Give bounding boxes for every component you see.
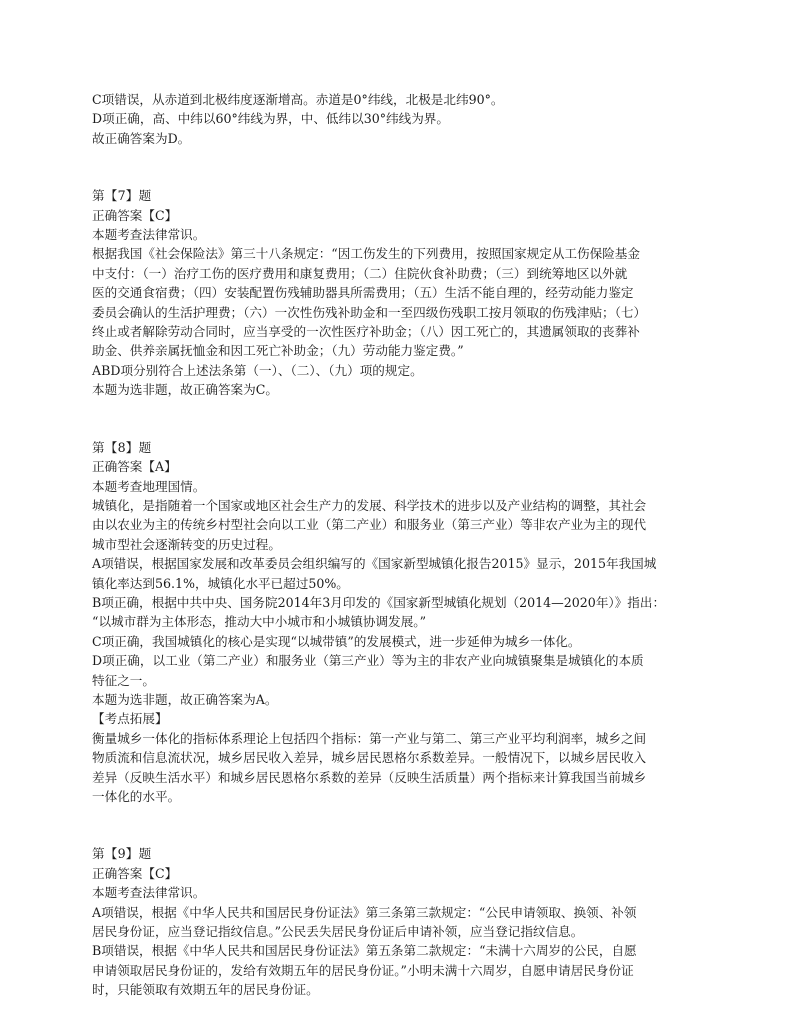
question-7-heading: 第【7】题 xyxy=(92,188,152,204)
intro-conclusion: 故正确答案为D。 xyxy=(92,130,191,146)
question-9-line: A项错误，根据《中华人民共和国居民身份证法》第三条第三款规定：“公民申请领取、换领、补领 xyxy=(92,904,637,920)
question-7-line: 委员会确认的生活护理费；（六）一次性伤残补助金和一至四级伤残职工按月领取的伤残津贴；（七） xyxy=(92,304,647,320)
question-8-line: “以城市群为主体形态，推动大中小城市和小城镇协调发展。” xyxy=(92,614,427,630)
question-8-line: 衡量城乡一体化的指标体系理论上包括四个指标：第一产业与第二、第三产业平均利润率，城乡之间 xyxy=(92,730,647,746)
question-8-topic: 本题考查地理国情。 xyxy=(92,478,206,494)
question-8-line: 镇化率达到56.1%，城镇化水平已超过50%。 xyxy=(92,575,349,591)
question-9-heading: 第【9】题 xyxy=(92,846,152,862)
question-8-expansion-heading: 【考点拓展】 xyxy=(92,711,168,727)
question-8-line: 城市型社会逐渐转变的历史过程。 xyxy=(92,536,281,552)
question-9-line: B项错误，根据《中华人民共和国居民身份证法》第五条第二款规定：“未满十六周岁的公民，自愿 xyxy=(92,943,637,959)
question-8-line: B项正确，根据中共中央、国务院2014年3月印发的《国家新型城镇化规划（2014—2020年）》指出： xyxy=(92,594,666,610)
option-c-explanation: C项错误，从赤道到北极纬度逐渐增高。赤道是0°纬线，北极是北纬90°。 xyxy=(92,92,504,107)
question-8-heading: 第【8】题 xyxy=(92,439,152,455)
section-spacer xyxy=(92,806,722,844)
question-9-topic: 本题考查法律常识。 xyxy=(92,885,206,901)
question-7-topic: 本题考查法律常识。 xyxy=(92,227,206,243)
question-8-line: A项错误，根据国家发展和改革委员会组织编写的《国家新型城镇化报告2015》显示，2015年我国城 xyxy=(92,556,657,572)
question-8-line: 由以农业为主的传统乡村型社会向以工业（第二产业）和服务业（第三产业）等非农产业为主的现代 xyxy=(92,517,647,533)
question-8-line: C项正确，我国城镇化的核心是实现“以城带镇”的发展模式，进一步延伸为城乡一体化。 xyxy=(92,633,581,649)
question-7-answer: 正确答案【C】 xyxy=(92,207,178,223)
question-8-line: D项正确，以工业（第二产业）和服务业（第三产业）等为主的非农产业向城镇聚集是城镇化的本质 xyxy=(92,653,644,669)
intro-section xyxy=(92,90,722,148)
question-9-line: 时，只能领取有效期五年的居民身份证。 xyxy=(92,982,319,998)
question-8-line: 特征之一。 xyxy=(92,672,155,688)
section-spacer xyxy=(92,148,722,186)
question-8-line: 差异（反映生活水平）和城乡居民恩格尔系数的差异（反映生活质量）两个指标来计算我国当前城乡 xyxy=(92,769,647,785)
question-9-line: 居民身份证，应当登记指纹信息。”公民丢失居民身份证后申请补领，应当登记指纹信息。 xyxy=(92,924,584,940)
question-8-line: 一体化的水平。 xyxy=(92,789,181,804)
question-8-answer: 正确答案【A】 xyxy=(92,459,177,475)
document-page xyxy=(92,90,722,1000)
question-8-line: 本题为选非题，故正确答案为A。 xyxy=(92,691,278,707)
question-7-line: 根据我国《社会保险法》第三十八条规定：“因工伤发生的下列费用，按照国家规定从工伤保险基金 xyxy=(92,246,640,262)
question-7-line: 本题为选非题，故正确答案为C。 xyxy=(92,382,278,398)
question-7-line: 医的交通食宿费；（四）安装配置伤残辅助器具所需费用；（五）生活不能自理的，经劳动能力鉴定 xyxy=(92,285,634,301)
question-9-section xyxy=(92,844,722,999)
question-9-answer: 正确答案【C】 xyxy=(92,865,178,881)
question-8-line: 物质流和信息流状况，城乡居民收入差异，城乡居民恩格尔系数差异。一般情况下，以城乡居民收入 xyxy=(92,750,647,766)
question-7-line: ABD项分别符合上述法条第（一）、（二）、（九）项的规定。 xyxy=(92,362,423,378)
question-8-section xyxy=(92,438,722,807)
question-7-line: 终止或者解除劳动合同时，应当享受的一次性医疗补助金；（八）因工死亡的，其遗属领取的丧葬补 xyxy=(92,324,640,340)
question-8-line: 城镇化，是指随着一个国家或地区社会生产力的发展、科学技术的进步以及产业结构的调整，其社会 xyxy=(92,497,647,513)
question-7-line: 助金、供养亲属抚恤金和因工死亡补助金；（九）劳动能力鉴定费。” xyxy=(92,343,464,359)
question-9-line: 申请领取居民身份证的，发给有效期五年的居民身份证。”小明未满十六周岁，自愿申请居民身份证 xyxy=(92,962,634,978)
section-spacer xyxy=(92,400,722,438)
question-7-section xyxy=(92,186,722,399)
option-d-explanation: D项正确，高、中纬以60°纬线为界，中、低纬以30°纬线为界。 xyxy=(92,111,449,127)
question-7-line: 中支付：（一）治疗工伤的医疗费用和康复费用；（二）住院伙食补助费；（三）到统筹地区以外就 xyxy=(92,265,628,281)
